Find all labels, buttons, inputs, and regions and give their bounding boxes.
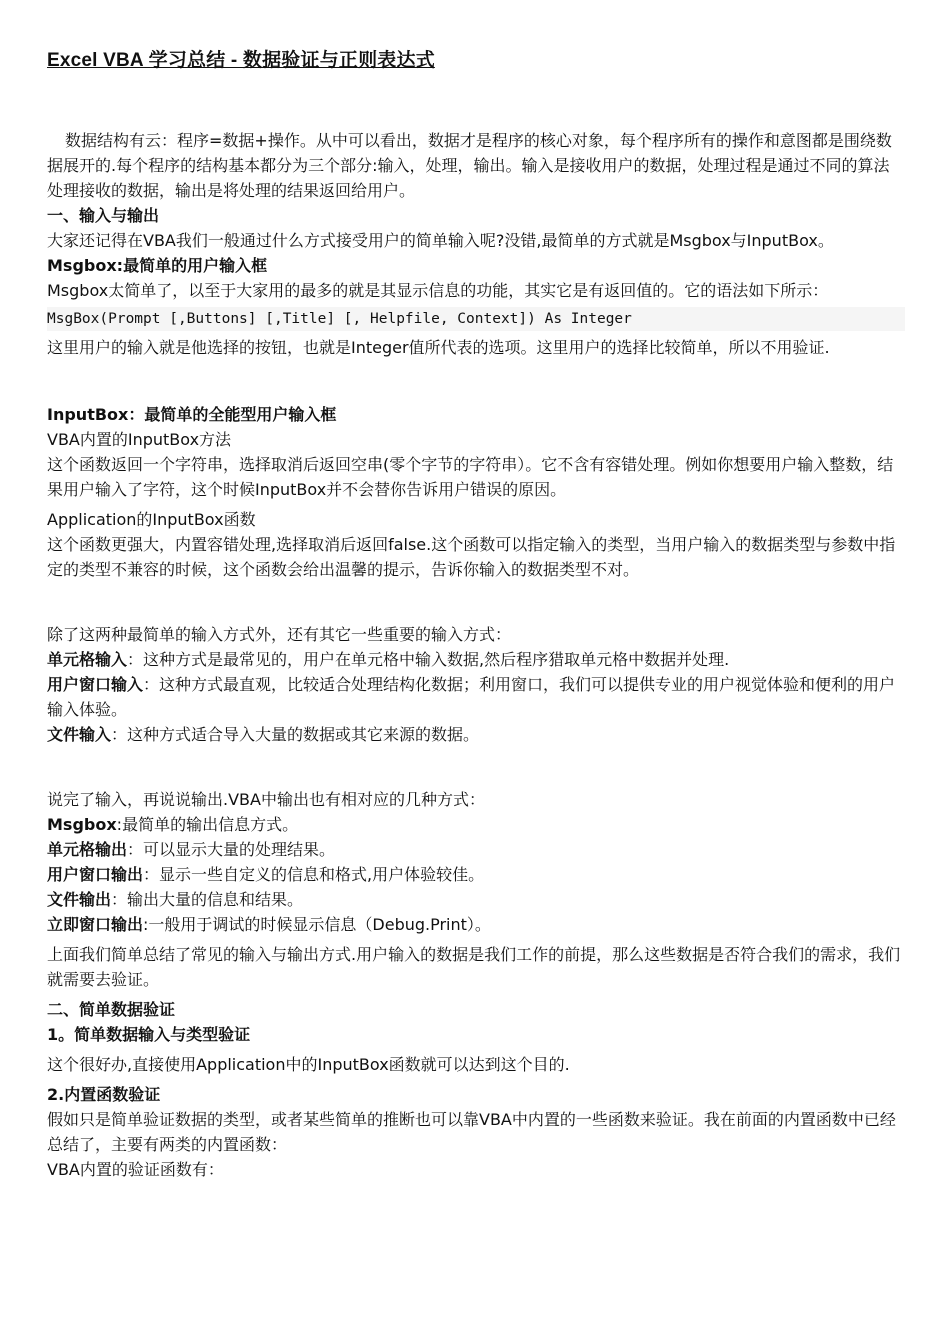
out-msgbox-line [47,812,905,837]
intro-paragraph: 数据结构有云：程序=数据+操作。从中可以看出，数据才是程序的核心对象，每个程序所有的操作和意图都是围绕数据展开的.每个程序的结构基本都分为三个部分:输入，处理，输出。输入是接收用户的数据，处理过程是通过不同的算法处理接收的数据，输出是将处理的结果返回给用户。 [47,131,892,200]
out-form-text: ：显示一些自定义的信息和格式,用户体验较佳。 [143,865,485,884]
out-immediate-line [47,912,905,937]
output-intro-paragraph: 说完了输入，再说说输出.VBA中输出也有相对应的几种方式： [47,790,485,809]
out-msgbox-text: :最简单的输出信息方式。 [116,815,299,834]
out-cell-label: 单元格输出 [47,840,128,859]
summary-paragraph: 上面我们简单总结了常见的输入与输出方式.用户输入的数据是我们工作的前提，那么这些数据是否符合我们的需求，我们就需要去验证。 [47,945,901,989]
out-file-line [47,887,905,912]
out-cell-text: ：可以显示大量的处理结果。 [127,840,336,859]
inputbox-heading: InputBox：最简单的全能型用户输入框 [47,405,337,424]
vba-inputbox-label: VBA内置的InputBox方法 [47,430,232,449]
form-input-label: 用户窗口输入 [47,675,144,694]
app-inputbox-label: Application的InputBox函数 [47,510,256,529]
section-1-paragraph: 大家还记得在VBA我们一般通过什么方式接受用户的简单输入呢?没错,最简单的方式就是Msgbox与InputBox。 [47,231,834,250]
out-immediate-text: :一般用于调试的时候显示信息（Debug.Print）。 [143,915,491,934]
file-input-line [47,722,905,747]
section-2-heading: 二、简单数据验证 [47,1000,176,1019]
form-input-line [47,672,905,722]
other-inputs-paragraph: 除了这两种最简单的输入方式外，还有其它一些重要的输入方式： [47,625,512,644]
subsection-2-paragraph: 假如只是简单验证数据的类型，或者某些简单的推断也可以靠VBA中内置的一些函数来验证。我在前面的内置函数中已经总结了，主要有两类的内置函数： [47,1110,896,1154]
msgbox-syntax-code: MsgBox(Prompt [,Buttons] [,Title] [, Helpfile, Context]) As Integer [47,307,905,331]
out-file-label: 文件输出 [47,890,112,909]
section-1-heading: 一、输入与输出 [47,206,160,225]
subsection-2-paragraph-2: VBA内置的验证函数有： [47,1160,224,1179]
out-cell-line [47,837,905,862]
subsection-2-heading: 2.内置函数验证 [47,1085,161,1104]
cell-input-line [47,647,905,672]
subsection-1-paragraph: 这个很好办,直接使用Application中的InputBox函数就可以达到这个目的. [47,1055,570,1074]
cell-input-text: ：这种方式是最常见的，用户在单元格中输入数据,然后程序猎取单元格中数据并处理. [127,650,730,669]
out-form-label: 用户窗口输出 [47,865,144,884]
document-body [47,128,905,1182]
document-page [47,46,905,1182]
out-form-line [47,862,905,887]
cell-input-label: 单元格输入 [47,650,128,669]
app-inputbox-paragraph: 这个函数更强大，内置容错处理,选择取消后返回false.这个函数可以指定输入的类型，当用户输入的数据类型与参数中指定的类型不兼容的时候，这个函数会给出温馨的提示，告诉你输入的数据类型不对。 [47,535,896,579]
msgbox-paragraph: Msgbox太简单了，以至于大家用的最多的就是其显示信息的功能，其实它是有返回值的。它的语法如下所示： [47,281,829,300]
file-input-label: 文件输入 [47,725,112,744]
msgbox-paragraph-2: 这里用户的输入就是他选择的按钮，也就是Integer值所代表的选项。这里用户的选择比较简单，所以不用验证. [47,338,830,357]
out-msgbox-label: Msgbox [47,815,117,834]
vba-inputbox-paragraph: 这个函数返回一个字符串，选择取消后返回空串(零个字节的字符串）。它不含有容错处理。例如你想要用户输入整数，结果用户输入了字符，这个时候InputBox并不会替你告诉用户错误的原因。 [47,455,894,499]
document-title: Excel VBA 学习总结 - 数据验证与正则表达式 [47,50,435,71]
out-file-text: ：输出大量的信息和结果。 [111,890,304,909]
out-immediate-label: 立即窗口输出 [47,915,144,934]
subsection-1-heading: 1。简单数据输入与类型验证 [47,1025,251,1044]
file-input-text: ：这种方式适合导入大量的数据或其它来源的数据。 [111,725,480,744]
msgbox-heading: Msgbox:最简单的用户输入框 [47,256,268,275]
form-input-text: ：这种方式最直观，比较适合处理结构化数据；利用窗口，我们可以提供专业的用户视觉体验和便利的用户输入体验。 [47,675,896,719]
